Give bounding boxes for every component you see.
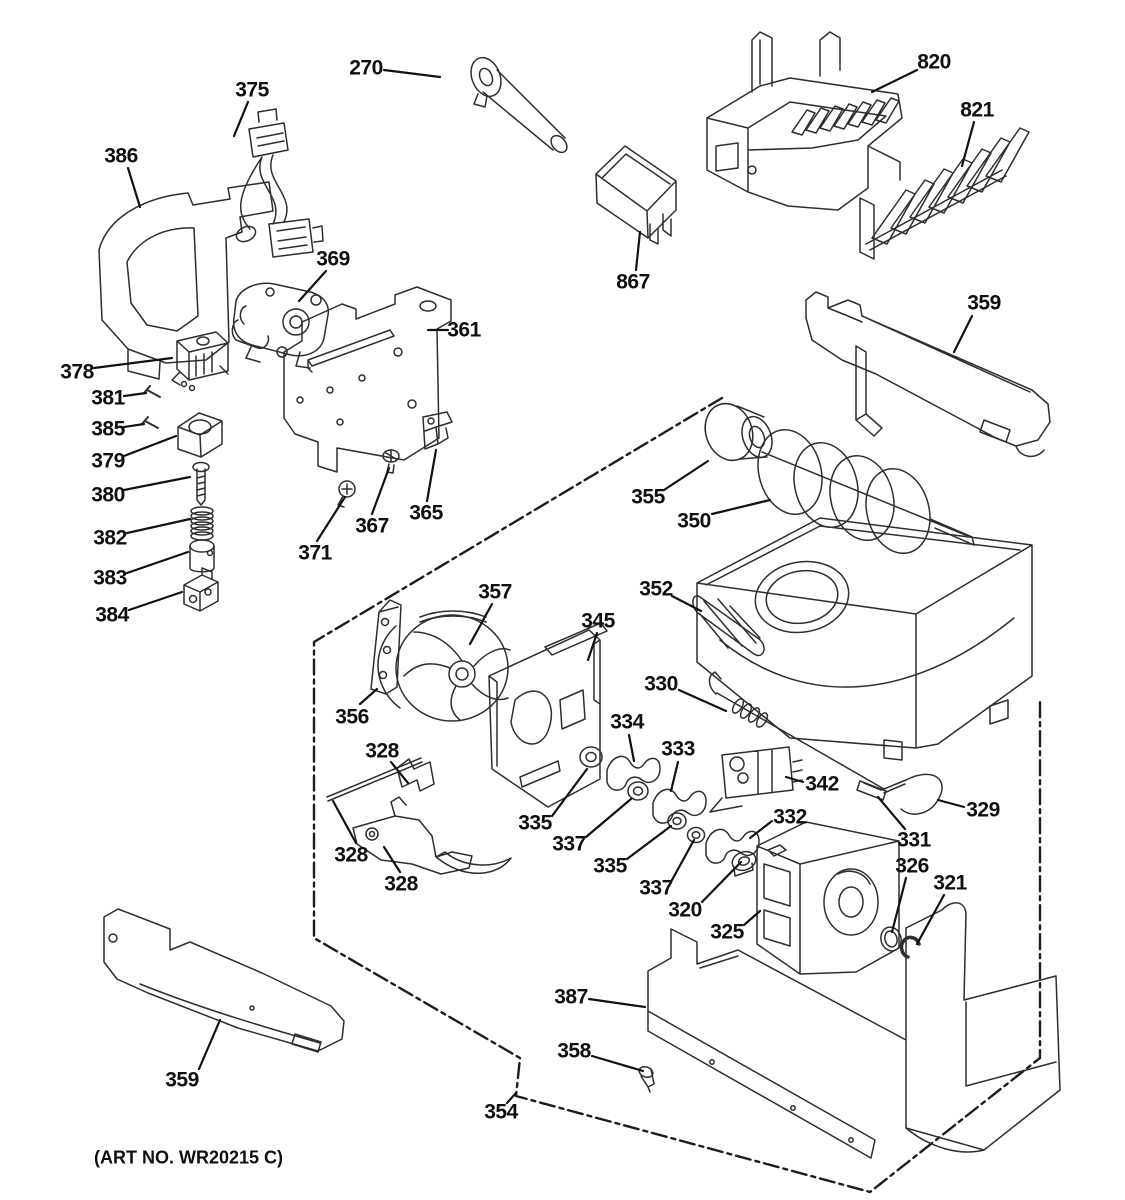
leader-lines bbox=[94, 70, 974, 1103]
part-355-bearing-drawing bbox=[697, 397, 777, 467]
part-381-screw-drawing bbox=[144, 386, 160, 397]
gear-center bbox=[290, 316, 302, 328]
bolt-shaft bbox=[197, 469, 205, 505]
part-callout-367: 367 bbox=[355, 514, 389, 538]
part-callout-320: 320 bbox=[668, 898, 702, 922]
coil bbox=[749, 422, 831, 521]
part-callout-352: 352 bbox=[639, 577, 673, 601]
coil bbox=[857, 461, 939, 560]
part-callout-337-2: 337 bbox=[639, 876, 673, 900]
part-callout-326: 326 bbox=[895, 854, 929, 878]
ring-terminal bbox=[234, 223, 258, 244]
flange-hole bbox=[420, 301, 436, 311]
boss bbox=[311, 295, 321, 305]
clip-hole bbox=[428, 418, 434, 424]
part-345-duct-door-drawing bbox=[489, 623, 607, 807]
auger-ring bbox=[750, 554, 855, 639]
part-385-screw-drawing bbox=[142, 417, 158, 428]
latch-spring bbox=[366, 828, 378, 840]
part-callout-365: 365 bbox=[409, 501, 443, 525]
terminal bbox=[190, 386, 195, 391]
hole bbox=[190, 596, 197, 603]
hole bbox=[384, 647, 391, 654]
part-332-cam-drawing bbox=[706, 829, 759, 863]
tray-front-rail bbox=[648, 1011, 875, 1158]
bucket-outline bbox=[697, 518, 1032, 760]
part-callout-387: 387 bbox=[554, 985, 588, 1009]
terminal bbox=[182, 382, 187, 387]
hole bbox=[382, 619, 389, 626]
part-outline bbox=[489, 623, 607, 807]
hole bbox=[380, 672, 387, 679]
cam-outline bbox=[706, 829, 759, 863]
part-outline bbox=[104, 909, 344, 1052]
tube-end bbox=[548, 133, 570, 156]
washer-hole bbox=[692, 832, 700, 839]
hole bbox=[250, 1006, 254, 1010]
clamp-331 bbox=[857, 781, 886, 800]
part-callout-328-3: 328 bbox=[384, 872, 418, 896]
rod-spring bbox=[730, 697, 745, 715]
part-359-rail-top-drawing bbox=[806, 292, 1050, 456]
part-321-eclip-drawing bbox=[902, 937, 919, 957]
part-callout-378: 378 bbox=[60, 360, 94, 384]
latch-spring-center bbox=[370, 832, 375, 837]
part-callout-381: 381 bbox=[91, 386, 125, 410]
part-379-cube-drawing bbox=[178, 413, 222, 457]
part-callout-328-2: 328 bbox=[334, 843, 368, 867]
part-callout-371: 371 bbox=[298, 541, 332, 565]
part-callout-821: 821 bbox=[960, 98, 994, 122]
part-outline bbox=[241, 109, 323, 257]
part-callout-357: 357 bbox=[478, 580, 512, 604]
part-325-housing-drawing bbox=[757, 822, 899, 974]
part-358-screw-drawing bbox=[638, 1065, 655, 1092]
part-callout-385: 385 bbox=[91, 417, 125, 441]
part-callout-386: 386 bbox=[104, 144, 138, 168]
part-callout-380: 380 bbox=[91, 483, 125, 507]
o-ring-inner bbox=[883, 930, 899, 949]
part-821-blade-set-drawing bbox=[860, 128, 1029, 259]
part-callout-329: 329 bbox=[966, 798, 1000, 822]
switch-boss-small bbox=[738, 773, 748, 783]
part-callout-350: 350 bbox=[677, 509, 711, 533]
switch-body bbox=[710, 747, 802, 812]
part-callout-334: 334 bbox=[610, 710, 644, 734]
part-335-grommet-drawing bbox=[580, 747, 602, 767]
part-callout-356: 356 bbox=[335, 705, 369, 729]
auger-ring-inner bbox=[762, 565, 842, 629]
part-375-harness-drawing bbox=[234, 109, 323, 257]
rail-hole bbox=[710, 1060, 714, 1064]
part-367-screw-drawing bbox=[383, 450, 399, 473]
part-820-ice-maker-drawing bbox=[707, 32, 902, 210]
part-callout-332: 332 bbox=[773, 805, 807, 829]
side-hole bbox=[208, 551, 213, 556]
part-callout-270: 270 bbox=[349, 56, 383, 80]
solenoid-body bbox=[172, 332, 228, 385]
screw bbox=[144, 386, 160, 397]
hole bbox=[337, 419, 343, 425]
part-callout-383: 383 bbox=[93, 566, 127, 590]
block-outline bbox=[184, 568, 218, 611]
fan-back-edge bbox=[378, 611, 486, 708]
part-callout-345: 345 bbox=[581, 609, 615, 633]
screw-dot bbox=[748, 166, 756, 174]
cube-hole bbox=[189, 420, 211, 434]
e-clip bbox=[902, 937, 919, 957]
part-callout-342: 342 bbox=[805, 772, 839, 796]
hole bbox=[327, 387, 333, 393]
body-outline bbox=[707, 78, 902, 210]
hole bbox=[297, 397, 303, 403]
fan-rim bbox=[396, 615, 508, 721]
grommet bbox=[580, 747, 602, 767]
part-384-block-drawing bbox=[184, 568, 218, 611]
hook bbox=[884, 774, 942, 814]
rail-hole bbox=[849, 1138, 853, 1142]
hole bbox=[394, 348, 402, 356]
fan-hub bbox=[449, 661, 475, 687]
part-outline bbox=[596, 146, 676, 244]
part-867-bin-drawing bbox=[596, 146, 676, 244]
part-callout-867: 867 bbox=[616, 270, 650, 294]
part-callout-820: 820 bbox=[917, 50, 951, 74]
part-342-switch-drawing bbox=[710, 747, 802, 812]
washer bbox=[688, 828, 705, 843]
bearing-flange bbox=[697, 397, 760, 467]
part-callout-328-1: 328 bbox=[365, 739, 399, 763]
part-369-motor-drawing bbox=[232, 283, 328, 368]
latch-pin bbox=[327, 758, 422, 801]
gear bbox=[283, 309, 309, 335]
part-337-grommet-drawing bbox=[628, 782, 648, 800]
coil bbox=[821, 448, 903, 547]
part-callout-330: 330 bbox=[644, 672, 678, 696]
part-callout-382: 382 bbox=[93, 526, 127, 550]
flange-hole bbox=[477, 66, 495, 87]
part-callout-379: 379 bbox=[91, 449, 125, 473]
solenoid-hole bbox=[197, 337, 209, 345]
part-callout-335-1: 335 bbox=[518, 811, 552, 835]
washer-hole bbox=[673, 818, 681, 825]
part-352-bucket-drawing bbox=[693, 518, 1032, 760]
part-382-spring-drawing bbox=[191, 507, 213, 540]
part-callout-359-top: 359 bbox=[967, 291, 1001, 315]
spring-coil bbox=[191, 532, 213, 540]
hole bbox=[408, 400, 416, 408]
part-callout-358: 358 bbox=[557, 1039, 591, 1063]
part-callout-331: 331 bbox=[897, 828, 931, 852]
part-337-washer-drawing bbox=[688, 828, 705, 843]
part-callout-333: 333 bbox=[661, 737, 695, 761]
blades bbox=[872, 128, 1029, 244]
part-callout-354: 354 bbox=[484, 1100, 518, 1124]
part-callout-325: 325 bbox=[710, 920, 744, 944]
grommet bbox=[628, 782, 648, 800]
part-callout-335-2: 335 bbox=[593, 854, 627, 878]
part-callout-369: 369 bbox=[316, 247, 350, 271]
hole bbox=[109, 934, 117, 942]
part-callout-321: 321 bbox=[933, 871, 967, 895]
hole bbox=[359, 375, 365, 381]
switch-boss bbox=[730, 757, 744, 771]
part-callout-337-1: 337 bbox=[552, 832, 586, 856]
bolt-head bbox=[193, 463, 209, 472]
fan-shaft-hole bbox=[456, 668, 468, 680]
part-380-bolt-drawing bbox=[193, 463, 209, 506]
rail-hole bbox=[791, 1106, 795, 1110]
housing-boss bbox=[824, 869, 878, 935]
hole bbox=[205, 589, 211, 595]
part-callout-375: 375 bbox=[235, 78, 269, 102]
clip-outline bbox=[423, 412, 452, 449]
bearing-inner bbox=[737, 412, 778, 461]
screw-tip bbox=[641, 1069, 654, 1092]
grommet-hole bbox=[634, 787, 643, 795]
latch-lever bbox=[353, 797, 511, 874]
part-383-cylinder-drawing bbox=[190, 540, 214, 572]
part-callout-384: 384 bbox=[95, 603, 129, 627]
part-359-rail-bottom-drawing bbox=[104, 909, 344, 1052]
coil bbox=[785, 435, 867, 534]
part-outline bbox=[806, 292, 1050, 456]
part-356-bracket-drawing bbox=[371, 600, 401, 694]
housing-boss-hole bbox=[839, 887, 863, 917]
part-270-fill-tube-drawing bbox=[466, 53, 571, 155]
part-callout-361: 361 bbox=[447, 318, 481, 342]
part-callout-359-bottom: 359 bbox=[165, 1068, 199, 1092]
art-number-label: (ART NO. WR20215 C) bbox=[94, 1147, 284, 1168]
screw bbox=[142, 417, 158, 428]
mold-fins bbox=[792, 98, 899, 135]
plate-outline bbox=[284, 287, 451, 472]
grommet-hole bbox=[586, 753, 596, 762]
part-361-plate-drawing bbox=[284, 287, 451, 472]
bearing-bore bbox=[747, 424, 768, 449]
part-callout-355: 355 bbox=[631, 485, 665, 509]
part-365-clip-drawing bbox=[423, 412, 452, 449]
boss bbox=[266, 288, 274, 296]
